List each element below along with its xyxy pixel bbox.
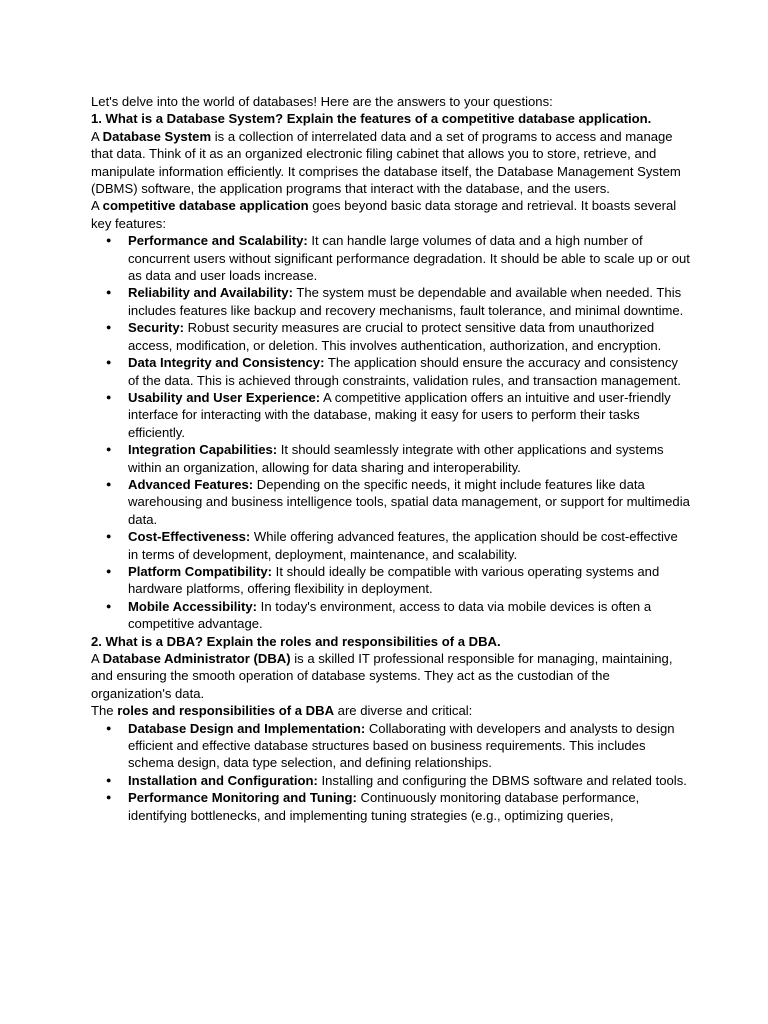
term-competitive-database-application: competitive database application <box>102 198 309 214</box>
question-2-heading: 2. What is a DBA? Explain the roles and responsibilities of a DBA. <box>91 633 501 649</box>
term-database-system: Database System <box>102 128 212 144</box>
list-item: ● Cost-Effectiveness: While offering advanced features, the application should be cost-effective in terms of development, deployment, maintenance, and scalability. <box>91 528 691 563</box>
database-system-definition: A Database System is a collection of interrelated data and a set of programs to access and manage that data. Think of it as an organized electronic filing cabinet that allows you to store, retrieve, and manipulate information efficiently. It comprises the database itself, the Database Management System (DBMS) software, the application programs that interact with the database, and the users. <box>91 128 681 197</box>
competitive-app-intro: A competitive database application goes beyond basic data storage and retrieval. It boasts several key features: <box>91 198 677 231</box>
list-item: ● Performance Monitoring and Tuning: Continuously monitoring database performance, identifying bottlenecks, and implementing tuning strategies (e.g., optimizing queries, <box>91 789 691 824</box>
roles-list <box>91 720 691 824</box>
list-item: ● Performance and Scalability: It can handle large volumes of data and a high number of concurrent users without significant performance degradation. It should be able to scale up or out as data and user loads increase. <box>91 232 691 284</box>
dba-definition: A Database Administrator (DBA) is a skilled IT professional responsible for managing, maintaining, and ensuring the smooth operation of database systems. They act as the custodian of the organization's data. <box>91 651 673 701</box>
question-1-heading: 1. What is a Database System? Explain the features of a competitive database application. <box>91 111 652 127</box>
list-item: ● Usability and User Experience: A competitive application offers an intuitive and user-friendly interface for interacting with the database, making it easy for users to perform their tasks efficiently. <box>91 389 691 441</box>
list-item: ● Integration Capabilities: It should seamlessly integrate with other applications and systems within an organization, allowing for data sharing and interoperability. <box>91 441 691 476</box>
dba-roles-intro: The roles and responsibilities of a DBA are diverse and critical: <box>91 703 473 719</box>
term-database-administrator: Database Administrator (DBA) <box>102 651 291 666</box>
document-body <box>91 93 691 824</box>
list-item: ● Reliability and Availability: The system must be dependable and available when needed. This includes features like backup and recovery mechanisms, fault tolerance, and minimal downtime. <box>91 284 691 319</box>
list-item: ● Mobile Accessibility: In today's environment, access to data via mobile devices is often a competitive advantage. <box>91 598 691 633</box>
term-roles-and-responsibilities: roles and responsibilities of a DBA <box>117 703 335 719</box>
list-item: ● Advanced Features: Depending on the specific needs, it might include features like data warehousing and business intelligence tools, spatial data management, or support for multimedia data. <box>91 476 691 528</box>
features-list <box>91 232 691 632</box>
intro-paragraph: Let's delve into the world of databases! Here are the answers to your questions: <box>91 94 553 109</box>
list-item: ● Database Design and Implementation: Collaborating with developers and analysts to design efficient and effective database structures based on business requirements. This includes schema design, data type selection, and defining relationships. <box>91 720 691 772</box>
list-item: ● Installation and Configuration: Installing and configuring the DBMS software and related tools. <box>91 772 691 789</box>
list-item: ● Security: Robust security measures are crucial to protect sensitive data from unauthorized access, modification, or deletion. This involves authentication, authorization, and encryption. <box>91 319 691 354</box>
list-item: ● Data Integrity and Consistency: The application should ensure the accuracy and consistency of the data. This is achieved through constraints, validation rules, and transaction management. <box>91 354 691 389</box>
list-item: ● Platform Compatibility: It should ideally be compatible with various operating systems and hardware platforms, offering flexibility in deployment. <box>91 563 691 598</box>
